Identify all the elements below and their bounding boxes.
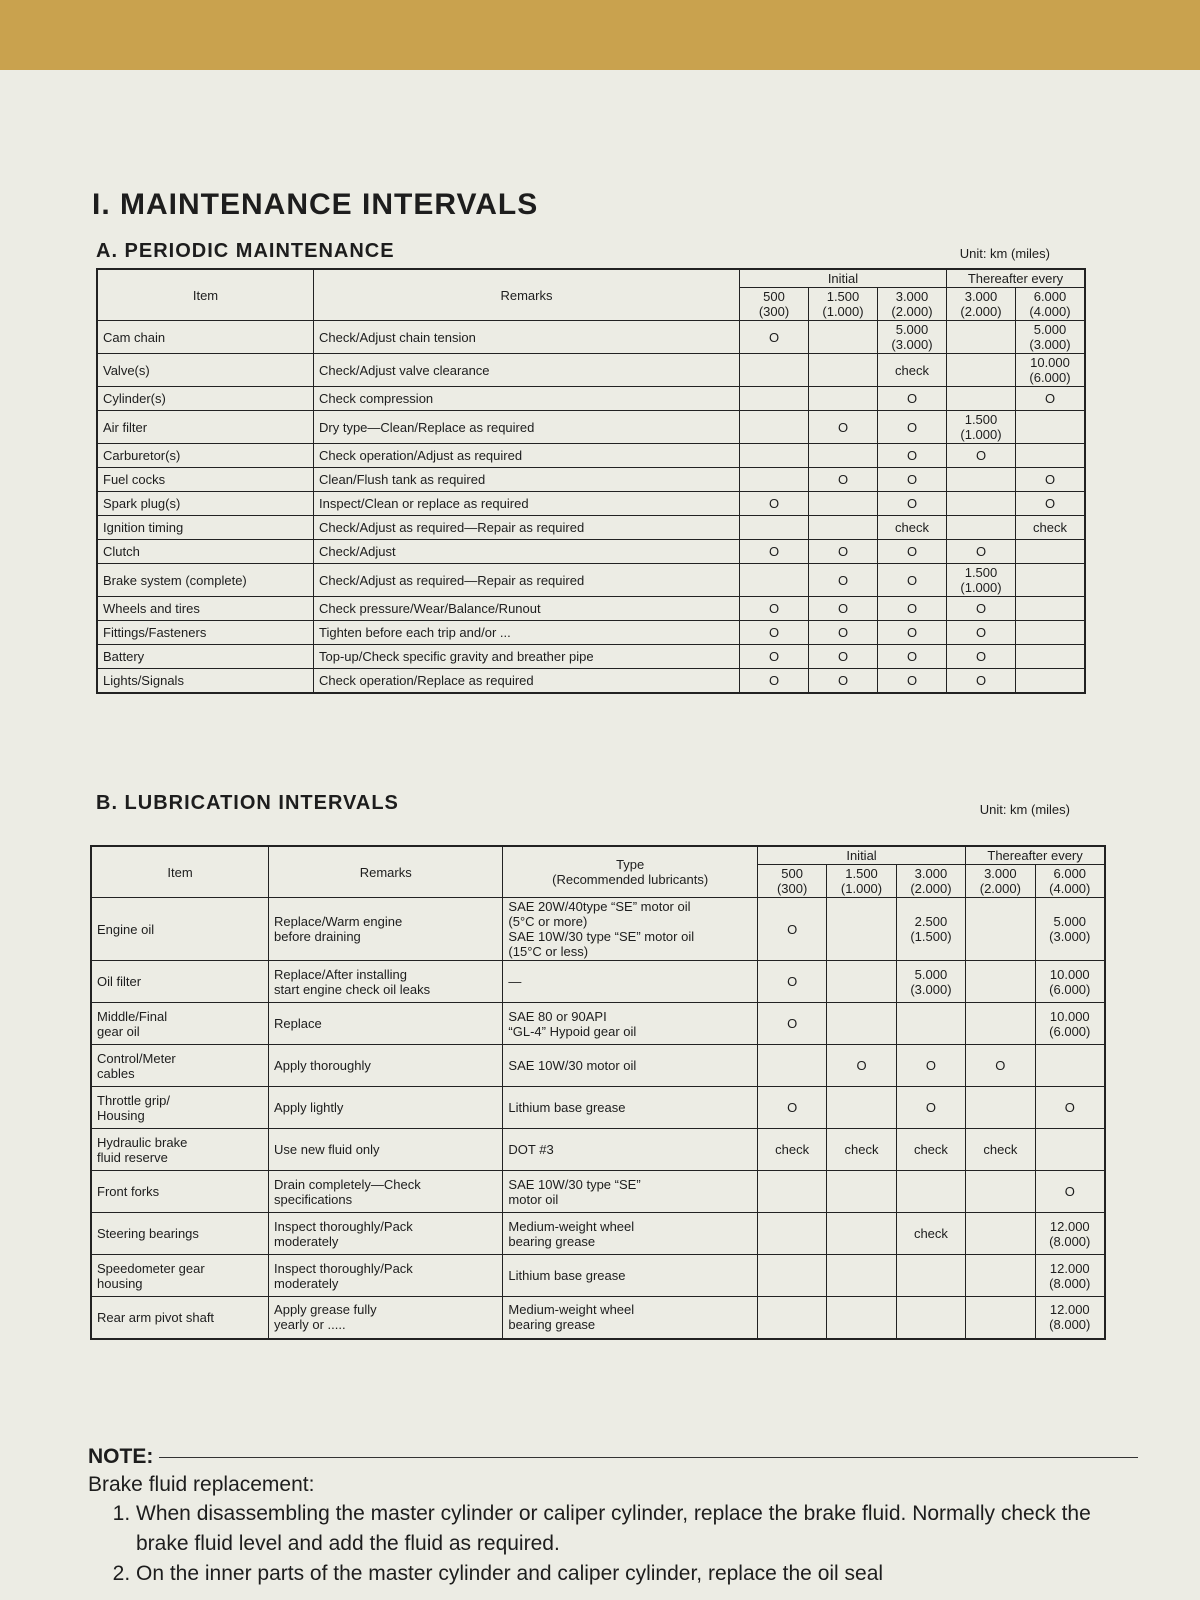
interval-cell: O bbox=[896, 1045, 965, 1087]
interval-cell bbox=[896, 1003, 965, 1045]
interval-cell: O bbox=[740, 645, 809, 669]
col-remarks: Remarks bbox=[269, 846, 503, 898]
interval-cell bbox=[966, 1003, 1035, 1045]
type-cell: Medium-weight wheel bearing grease bbox=[503, 1213, 758, 1255]
remarks-cell: Use new fluid only bbox=[269, 1129, 503, 1171]
table-row bbox=[91, 1045, 1105, 1087]
remarks-cell: Inspect/Clean or replace as required bbox=[314, 492, 740, 516]
interval-cell: 12.000 (8.000) bbox=[1035, 1213, 1105, 1255]
interval-cell bbox=[757, 1171, 826, 1213]
interval-header: 3.000 (2.000) bbox=[878, 288, 947, 321]
table-row bbox=[97, 540, 1085, 564]
interval-cell bbox=[947, 492, 1016, 516]
remarks-cell: Check compression bbox=[314, 387, 740, 411]
interval-cell: O bbox=[947, 669, 1016, 693]
interval-cell: O bbox=[809, 468, 878, 492]
remarks-cell: Replace/After installing start engine check oil leaks bbox=[269, 961, 503, 1003]
remarks-cell: Check/Adjust as required—Repair as required bbox=[314, 564, 740, 597]
item-cell: Wheels and tires bbox=[97, 597, 314, 621]
interval-cell: O bbox=[878, 621, 947, 645]
interval-cell: 5.000 (3.000) bbox=[1016, 321, 1086, 354]
interval-cell bbox=[966, 961, 1035, 1003]
interval-header: 6.000 (4.000) bbox=[1035, 865, 1105, 898]
interval-cell: check bbox=[827, 1129, 896, 1171]
interval-cell bbox=[740, 468, 809, 492]
note-label: NOTE: bbox=[88, 1445, 154, 1468]
type-cell: Lithium base grease bbox=[503, 1255, 758, 1297]
remarks-cell: Clean/Flush tank as required bbox=[314, 468, 740, 492]
interval-header: 500 (300) bbox=[740, 288, 809, 321]
remarks-cell: Top-up/Check specific gravity and breather pipe bbox=[314, 645, 740, 669]
table-row bbox=[97, 444, 1085, 468]
interval-cell: O bbox=[878, 468, 947, 492]
interval-cell bbox=[740, 411, 809, 444]
table-row bbox=[91, 961, 1105, 1003]
interval-cell: O bbox=[878, 564, 947, 597]
remarks-cell: Check/Adjust as required—Repair as required bbox=[314, 516, 740, 540]
col-remarks: Remarks bbox=[314, 269, 740, 321]
col-type: Type (Recommended lubricants) bbox=[503, 846, 758, 898]
interval-cell: check bbox=[757, 1129, 826, 1171]
interval-cell: O bbox=[827, 1045, 896, 1087]
interval-cell: O bbox=[947, 645, 1016, 669]
remarks-cell: Apply grease fully yearly or ..... bbox=[269, 1297, 503, 1339]
interval-cell: O bbox=[809, 564, 878, 597]
interval-cell bbox=[827, 1297, 896, 1339]
note-rule bbox=[159, 1456, 1138, 1458]
interval-cell: O bbox=[896, 1087, 965, 1129]
interval-cell bbox=[757, 1255, 826, 1297]
item-cell: Ignition timing bbox=[97, 516, 314, 540]
table-row bbox=[97, 621, 1085, 645]
table-row bbox=[97, 321, 1085, 354]
interval-cell bbox=[966, 1171, 1035, 1213]
interval-cell bbox=[809, 354, 878, 387]
interval-cell bbox=[740, 354, 809, 387]
interval-cell bbox=[827, 1003, 896, 1045]
interval-cell: O bbox=[878, 411, 947, 444]
interval-cell: O bbox=[878, 540, 947, 564]
interval-cell bbox=[947, 516, 1016, 540]
item-cell: Front forks bbox=[91, 1171, 269, 1213]
interval-cell bbox=[757, 1045, 826, 1087]
interval-header: 6.000 (4.000) bbox=[1016, 288, 1086, 321]
note-section bbox=[88, 1445, 1138, 1589]
interval-cell: 12.000 (8.000) bbox=[1035, 1255, 1105, 1297]
item-cell: Control/Meter cables bbox=[91, 1045, 269, 1087]
item-cell: Valve(s) bbox=[97, 354, 314, 387]
interval-cell bbox=[1016, 564, 1086, 597]
table-row bbox=[91, 1003, 1105, 1045]
table-row bbox=[97, 411, 1085, 444]
interval-header: 1.500 (1.000) bbox=[809, 288, 878, 321]
table-row bbox=[97, 645, 1085, 669]
remarks-cell: Replace bbox=[269, 1003, 503, 1045]
interval-cell: O bbox=[878, 669, 947, 693]
interval-cell: check bbox=[966, 1129, 1035, 1171]
interval-cell bbox=[1016, 411, 1086, 444]
interval-cell: check bbox=[878, 516, 947, 540]
interval-cell bbox=[827, 1213, 896, 1255]
type-cell: SAE 80 or 90API “GL-4” Hypoid gear oil bbox=[503, 1003, 758, 1045]
type-cell: Medium-weight wheel bearing grease bbox=[503, 1297, 758, 1339]
interval-cell: O bbox=[947, 444, 1016, 468]
table-row bbox=[97, 564, 1085, 597]
interval-cell bbox=[757, 1213, 826, 1255]
interval-cell bbox=[1016, 540, 1086, 564]
interval-header: 500 (300) bbox=[757, 865, 826, 898]
table-row bbox=[97, 492, 1085, 516]
type-cell: SAE 10W/30 motor oil bbox=[503, 1045, 758, 1087]
interval-cell bbox=[1016, 669, 1086, 693]
item-cell: Brake system (complete) bbox=[97, 564, 314, 597]
interval-cell bbox=[809, 492, 878, 516]
interval-cell: O bbox=[757, 961, 826, 1003]
interval-cell: O bbox=[757, 1003, 826, 1045]
interval-cell bbox=[947, 387, 1016, 411]
interval-cell: O bbox=[966, 1045, 1035, 1087]
interval-cell bbox=[947, 468, 1016, 492]
interval-cell bbox=[827, 961, 896, 1003]
col-item: Item bbox=[97, 269, 314, 321]
interval-cell: O bbox=[878, 444, 947, 468]
table-row bbox=[97, 597, 1085, 621]
interval-cell: O bbox=[1016, 387, 1086, 411]
interval-header: 1.500 (1.000) bbox=[827, 865, 896, 898]
interval-cell: O bbox=[947, 621, 1016, 645]
item-cell: Spark plug(s) bbox=[97, 492, 314, 516]
interval-cell bbox=[809, 516, 878, 540]
interval-cell: O bbox=[757, 898, 826, 961]
col-initial: Initial bbox=[757, 846, 965, 865]
note-heading bbox=[88, 1445, 1138, 1469]
interval-cell bbox=[1035, 1129, 1105, 1171]
interval-cell: O bbox=[878, 597, 947, 621]
item-cell: Cam chain bbox=[97, 321, 314, 354]
lubrication-table bbox=[90, 845, 1106, 1340]
interval-cell bbox=[947, 354, 1016, 387]
interval-cell bbox=[827, 1087, 896, 1129]
item-cell: Fuel cocks bbox=[97, 468, 314, 492]
col-item: Item bbox=[91, 846, 269, 898]
remarks-cell: Check/Adjust chain tension bbox=[314, 321, 740, 354]
lubrication-unit: Unit: km (miles) bbox=[979, 802, 1070, 817]
interval-cell: O bbox=[740, 669, 809, 693]
interval-cell bbox=[740, 564, 809, 597]
interval-cell: O bbox=[740, 621, 809, 645]
interval-cell: O bbox=[947, 540, 1016, 564]
table-row bbox=[91, 898, 1105, 961]
remarks-cell: Apply lightly bbox=[269, 1087, 503, 1129]
note-item: 2. On the inner parts of the master cylinder and caliper cylinder, replace the oil seal bbox=[136, 1559, 1138, 1589]
interval-cell: O bbox=[757, 1087, 826, 1129]
type-cell: SAE 20W/40type “SE” motor oil (5°C or more) SAE 10W/30 type “SE” motor oil (15°C or less) bbox=[503, 898, 758, 961]
interval-cell bbox=[827, 1171, 896, 1213]
interval-header: 3.000 (2.000) bbox=[896, 865, 965, 898]
interval-cell: O bbox=[1035, 1171, 1105, 1213]
col-initial: Initial bbox=[740, 269, 947, 288]
item-cell: Fittings/Fasteners bbox=[97, 621, 314, 645]
item-cell: Oil filter bbox=[91, 961, 269, 1003]
table-row bbox=[97, 387, 1085, 411]
interval-cell bbox=[1035, 1045, 1105, 1087]
interval-cell bbox=[1016, 597, 1086, 621]
item-cell: Middle/Final gear oil bbox=[91, 1003, 269, 1045]
interval-cell: check bbox=[896, 1213, 965, 1255]
interval-cell bbox=[966, 1297, 1035, 1339]
col-thereafter: Thereafter every bbox=[966, 846, 1105, 865]
interval-cell: O bbox=[740, 540, 809, 564]
item-cell: Engine oil bbox=[91, 898, 269, 961]
item-cell: Throttle grip/ Housing bbox=[91, 1087, 269, 1129]
item-cell: Air filter bbox=[97, 411, 314, 444]
interval-cell: check bbox=[896, 1129, 965, 1171]
remarks-cell: Check operation/Replace as required bbox=[314, 669, 740, 693]
interval-cell: O bbox=[809, 669, 878, 693]
interval-cell bbox=[966, 1255, 1035, 1297]
remarks-cell: Check pressure/Wear/Balance/Runout bbox=[314, 597, 740, 621]
table-row bbox=[97, 354, 1085, 387]
interval-cell bbox=[809, 387, 878, 411]
item-cell: Rear arm pivot shaft bbox=[91, 1297, 269, 1339]
periodic-title: A. PERIODIC MAINTENANCE bbox=[96, 240, 395, 262]
interval-cell: O bbox=[809, 645, 878, 669]
interval-cell: check bbox=[878, 354, 947, 387]
item-cell: Lights/Signals bbox=[97, 669, 314, 693]
remarks-cell: Check operation/Adjust as required bbox=[314, 444, 740, 468]
item-cell: Hydraulic brake fluid reserve bbox=[91, 1129, 269, 1171]
interval-cell: 10.000 (6.000) bbox=[1035, 961, 1105, 1003]
interval-cell bbox=[809, 444, 878, 468]
interval-cell bbox=[757, 1297, 826, 1339]
lubrication-title: B. LUBRICATION INTERVALS bbox=[96, 792, 399, 814]
interval-cell bbox=[896, 1255, 965, 1297]
remarks-cell: Dry type—Clean/Replace as required bbox=[314, 411, 740, 444]
interval-cell bbox=[827, 1255, 896, 1297]
item-cell: Steering bearings bbox=[91, 1213, 269, 1255]
interval-cell: O bbox=[809, 621, 878, 645]
interval-cell bbox=[809, 321, 878, 354]
note-item: 1. When disassembling the master cylinder or caliper cylinder, replace the brake fluid. Normally check the brake fluid level and add the fluid as required. bbox=[136, 1499, 1138, 1559]
type-cell: SAE 10W/30 type “SE” motor oil bbox=[503, 1171, 758, 1213]
interval-cell bbox=[740, 444, 809, 468]
interval-cell: 10.000 (6.000) bbox=[1035, 1003, 1105, 1045]
interval-cell: 5.000 (3.000) bbox=[878, 321, 947, 354]
type-cell: — bbox=[503, 961, 758, 1003]
remarks-cell: Check/Adjust valve clearance bbox=[314, 354, 740, 387]
interval-cell: O bbox=[1035, 1087, 1105, 1129]
remarks-cell: Apply thoroughly bbox=[269, 1045, 503, 1087]
interval-cell: 2.500 (1.500) bbox=[896, 898, 965, 961]
interval-header: 3.000 (2.000) bbox=[947, 288, 1016, 321]
interval-cell bbox=[966, 898, 1035, 961]
item-cell: Carburetor(s) bbox=[97, 444, 314, 468]
interval-cell: O bbox=[878, 645, 947, 669]
table-row bbox=[91, 1129, 1105, 1171]
interval-header: 3.000 (2.000) bbox=[966, 865, 1035, 898]
periodic-maintenance-table bbox=[96, 268, 1086, 694]
interval-cell: 1.500 (1.000) bbox=[947, 411, 1016, 444]
interval-cell bbox=[966, 1213, 1035, 1255]
table-row bbox=[97, 468, 1085, 492]
remarks-cell: Replace/Warm engine before draining bbox=[269, 898, 503, 961]
remarks-cell: Tighten before each trip and/or ... bbox=[314, 621, 740, 645]
note-list bbox=[88, 1499, 1138, 1589]
interval-cell: O bbox=[809, 597, 878, 621]
remarks-cell: Drain completely—Check specifications bbox=[269, 1171, 503, 1213]
remarks-cell: Inspect thoroughly/Pack moderately bbox=[269, 1213, 503, 1255]
type-cell: DOT #3 bbox=[503, 1129, 758, 1171]
interval-cell bbox=[947, 321, 1016, 354]
interval-cell: 1.500 (1.000) bbox=[947, 564, 1016, 597]
interval-cell: 5.000 (3.000) bbox=[1035, 898, 1105, 961]
periodic-unit: Unit: km (miles) bbox=[959, 246, 1050, 261]
interval-cell: O bbox=[740, 321, 809, 354]
table-row bbox=[91, 1213, 1105, 1255]
interval-cell: 12.000 (8.000) bbox=[1035, 1297, 1105, 1339]
interval-cell bbox=[1016, 645, 1086, 669]
manual-page bbox=[0, 70, 1200, 1600]
col-thereafter: Thereafter every bbox=[947, 269, 1086, 288]
interval-cell: O bbox=[740, 597, 809, 621]
interval-cell bbox=[966, 1087, 1035, 1129]
interval-cell bbox=[740, 516, 809, 540]
interval-cell: O bbox=[740, 492, 809, 516]
table-row bbox=[97, 669, 1085, 693]
table-row bbox=[91, 1171, 1105, 1213]
item-cell: Clutch bbox=[97, 540, 314, 564]
interval-cell bbox=[896, 1171, 965, 1213]
lubrication-rows bbox=[91, 898, 1105, 1339]
interval-cell bbox=[896, 1297, 965, 1339]
interval-cell: O bbox=[1016, 468, 1086, 492]
table-row bbox=[97, 516, 1085, 540]
interval-cell: O bbox=[878, 387, 947, 411]
interval-cell: 5.000 (3.000) bbox=[896, 961, 965, 1003]
interval-cell: 10.000 (6.000) bbox=[1016, 354, 1086, 387]
remarks-cell: Check/Adjust bbox=[314, 540, 740, 564]
interval-cell: check bbox=[1016, 516, 1086, 540]
table-row bbox=[91, 1255, 1105, 1297]
interval-cell bbox=[827, 898, 896, 961]
interval-cell bbox=[740, 387, 809, 411]
type-cell: Lithium base grease bbox=[503, 1087, 758, 1129]
table-row bbox=[91, 1297, 1105, 1339]
item-cell: Cylinder(s) bbox=[97, 387, 314, 411]
interval-cell: O bbox=[809, 411, 878, 444]
interval-cell: O bbox=[809, 540, 878, 564]
page-title: I. MAINTENANCE INTERVALS bbox=[92, 188, 539, 221]
interval-cell bbox=[1016, 444, 1086, 468]
item-cell: Speedometer gear housing bbox=[91, 1255, 269, 1297]
table-row bbox=[91, 1087, 1105, 1129]
interval-cell: O bbox=[947, 597, 1016, 621]
interval-cell bbox=[1016, 621, 1086, 645]
interval-cell: O bbox=[1016, 492, 1086, 516]
interval-cell: O bbox=[878, 492, 947, 516]
item-cell: Battery bbox=[97, 645, 314, 669]
periodic-rows bbox=[97, 321, 1085, 693]
note-subheading: Brake fluid replacement: bbox=[88, 1473, 315, 1496]
remarks-cell: Inspect thoroughly/Pack moderately bbox=[269, 1255, 503, 1297]
